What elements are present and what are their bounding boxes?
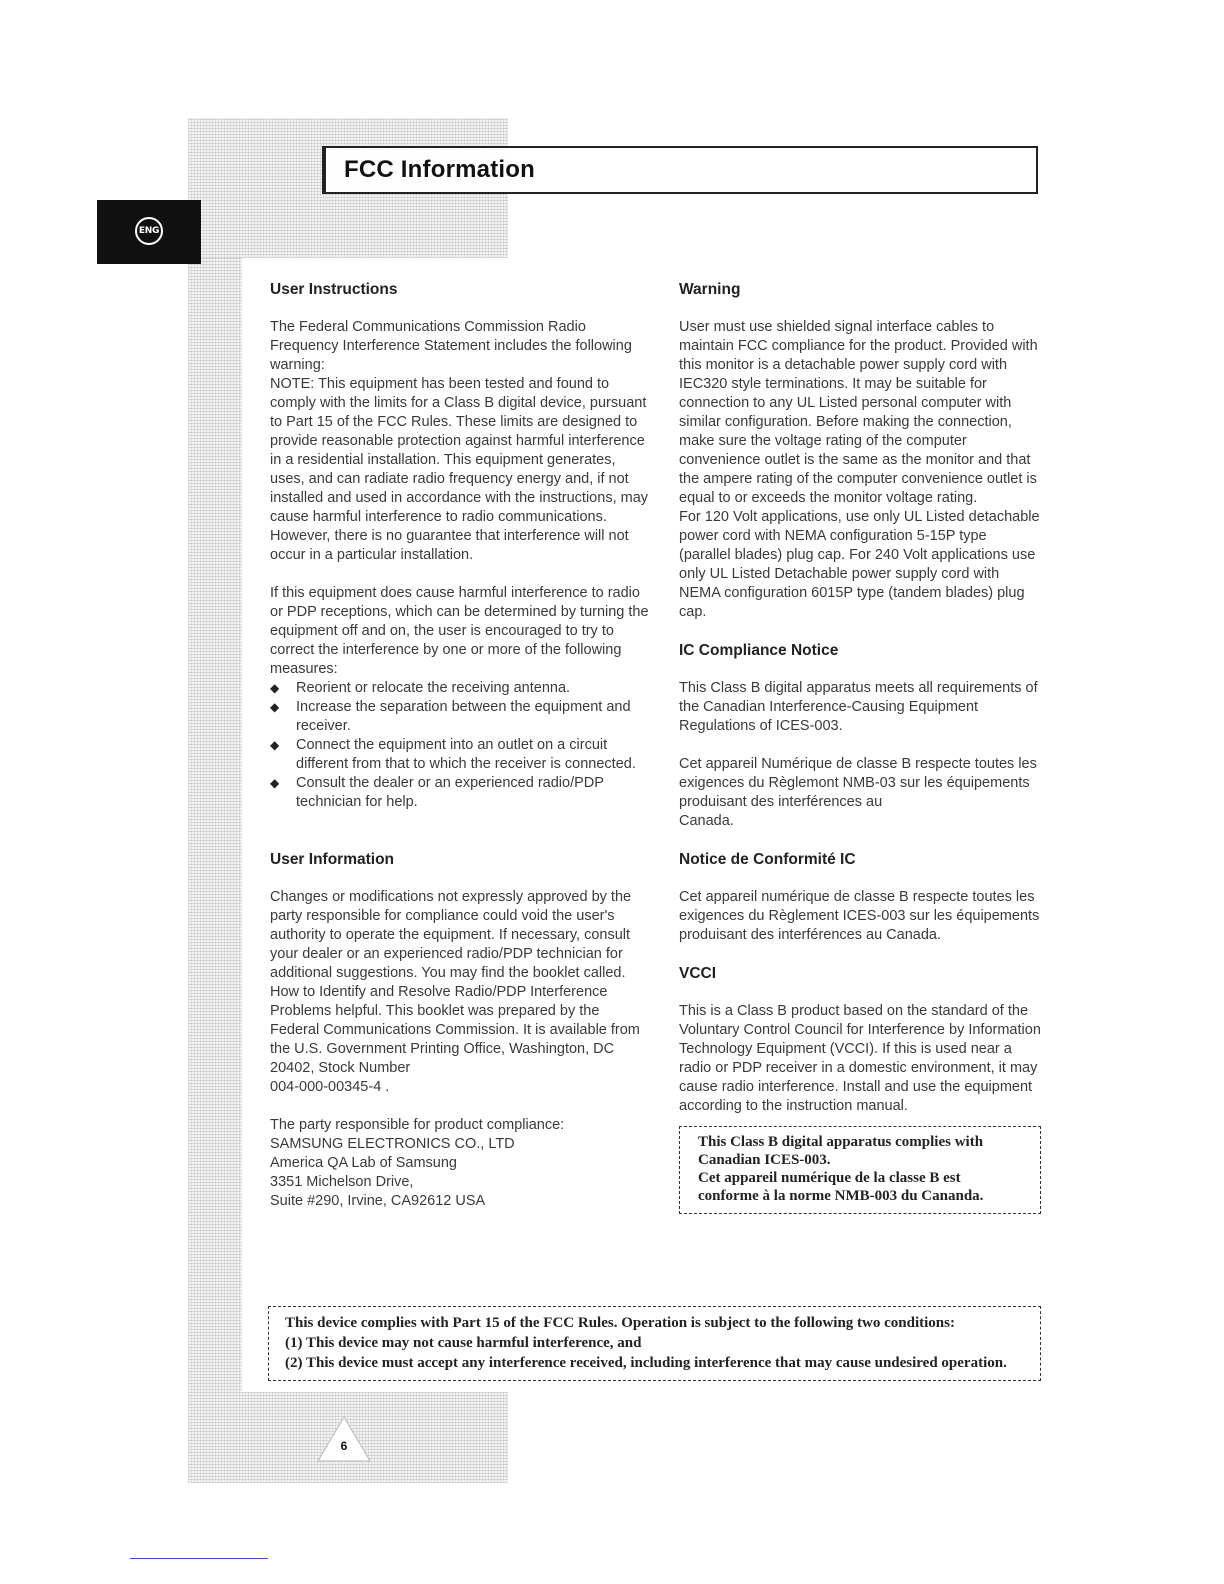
language-badge: ENG [135,217,163,245]
ic-compliance-french: Cet appareil Numérique de classe B respecte toutes les exigences du Règlemont NMB-03 sur les équipements produisant des interférences au [679,756,1037,810]
lab-name: America QA Lab of Samsung [270,1155,457,1171]
list-item: ◆ Consult the dealer or an experienced radio/PDP technician for help. [270,774,650,812]
vcci-heading: VCCI [679,965,717,982]
fcc-conditions-box [268,1306,1041,1381]
right-column [679,280,1041,1214]
notice-conformite-heading: Notice de Conformité IC [679,851,856,868]
user-instructions-measures: If this equipment does cause harmful interference to radio or PDP receptions, which can be determined by turning the equipment off and on, the user is encouraged to try to correct the interference by one or more of the following measures: [270,585,649,677]
left-column [270,280,650,1211]
stock-number: 004-000-00345-4 . [270,1079,390,1095]
page-number: 6 [340,1439,348,1453]
page-title: FCC Information [344,156,535,183]
user-information-body: Changes or modifications not expressly approved by the party responsible for compliance could void the user's authority to operate the equipment. If necessary, consult your dealer or an experienced radio/PDP technician for additional suggestions. You may find the booklet called. How to Identify and Resolve Radio/PDP Interference Problems helpful. This booklet was prepared by the Federal Communications Commission. It is available from the U.S. Government Printing Office, Washington, DC 20402, Stock Number [270,889,640,1076]
list-item: ◆ Reorient or relocate the receiving antenna. [270,679,650,698]
fcc-conditions-line: (2) This device must accept any interference received, including interference that may cause undesired operation. [285,1355,1007,1371]
warning-body: User must use shielded signal interface cables to maintain FCC compliance for the product. Provided with this monitor is a detachable power supply cord with IEC320 style terminations. It may be suitable for connection to any UL Listed personal computer with similar configuration. Before making the connection, make sure the voltage rating of the computer convenience outlet is the same as the monitor and that the ampere rating of the computer convenience outlet is equal to or exceeds the monitor voltage rating. [679,319,1038,506]
list-item: ◆ Connect the equipment into an outlet on a circuit different from that to which the receiver is connected. [270,736,650,774]
user-instructions-note: NOTE: This equipment has been tested and found to comply with the limits for a Class B digital device, pursuant to Part 15 of the FCC Rules. These limits are designed to provide reasonable protection against harmful interference in a residential installation. This equipment generates, uses, and can radiate radio frequency energy and, if not installed and used in accordance with the instructions, may cause harmful interference to radio communications. However, there is no guarantee that interference will not occur in a particular installation. [270,376,649,563]
warning-heading: Warning [679,281,741,298]
user-instructions-intro: The Federal Communications Commission Radio Frequency Interference Statement includes the following warning: [270,319,632,373]
ices-line: This Class B digital apparatus complies with [698,1134,984,1150]
list-item: ◆ Increase the separation between the equipment and receiver. [270,698,650,736]
ic-compliance-french-end: Canada. [679,813,734,829]
user-information-heading: User Information [270,851,395,868]
measures-list [270,679,650,812]
language-tab [97,200,201,264]
responsible-party-label: The party responsible for product compliance: [270,1117,565,1133]
bottom-rule [130,1558,268,1559]
ic-compliance-english: This Class B digital apparatus meets all requirements of the Canadian Interference-Causing Equipment Regulations of ICES-003. [679,680,1038,734]
fcc-conditions-line: This device complies with Part 15 of the FCC Rules. Operation is subject to the following two conditions: [285,1315,955,1331]
warning-power-cord: For 120 Volt applications, use only UL Listed detachable power cord with NEMA configuration 5-15P type (parallel blades) plug cap. For 240 Volt applications use only UL Listed Detachable power supply cord with NEMA configuration 6015P type (tandem blades) plug cap. [679,509,1040,620]
ices-line: conforme à la norme NMB-003 du Cananda. [698,1188,984,1204]
title-box [322,146,1038,194]
fcc-conditions-line: (1) This device may not cause harmful interference, and [285,1335,642,1351]
ices-line: Canadian ICES-003. [698,1152,831,1168]
street-address: 3351 Michelson Drive, [270,1174,414,1190]
ices-notice-box [679,1126,1041,1214]
suite-address: Suite #290, Irvine, CA92612 USA [270,1193,486,1209]
hatch-panel-side [188,258,242,1483]
notice-conformite-body: Cet appareil numérique de classe B respecte toutes les exigences du Règlement ICES-003 sur les équipements produisant des interférences au Canada. [679,889,1040,943]
user-instructions-heading: User Instructions [270,281,398,298]
page-marker [316,1415,372,1463]
vcci-body: This is a Class B product based on the standard of the Voluntary Control Council for Interference by Information Technology Equipment (VCCI). If this is used near a radio or PDP receiver in a domestic environment, it may cause radio interference. Install and use the equipment according to the instruction manual. [679,1003,1041,1114]
company-name: SAMSUNG ELECTRONICS CO., LTD [270,1136,515,1152]
ic-compliance-heading: IC Compliance Notice [679,642,839,659]
ices-line: Cet appareil numérique de la classe B est [698,1170,961,1186]
